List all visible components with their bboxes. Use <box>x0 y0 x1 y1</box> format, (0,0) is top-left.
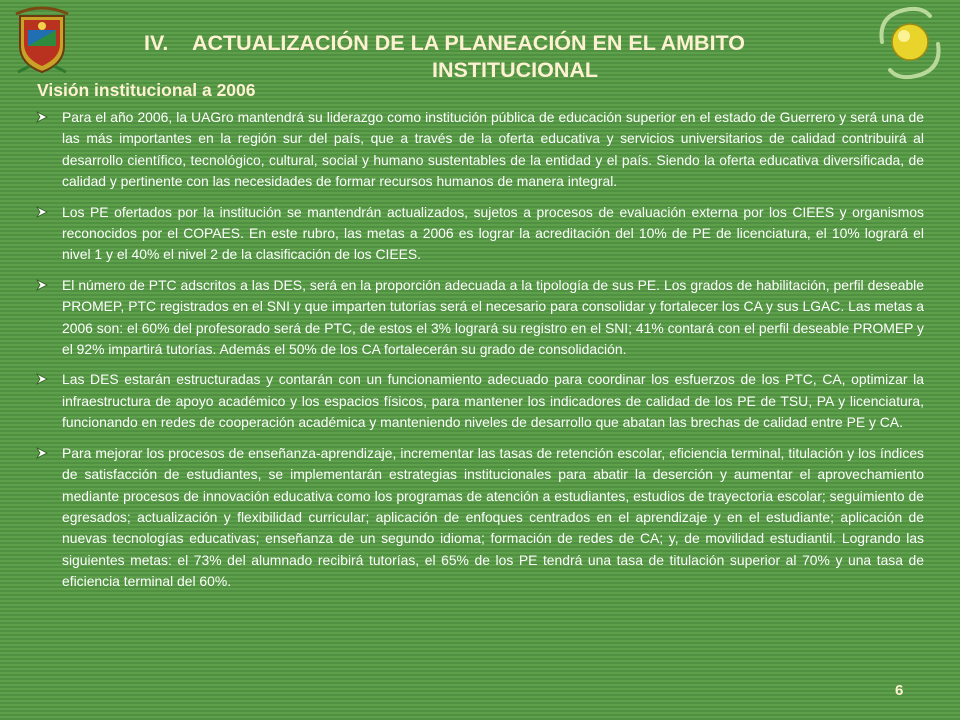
bullet-text: El número de PTC adscritos a las DES, será en la proporción adecuada a la tipología de sus PE. Los grados de habilitación, perfil deseable PROMEP, PTC registrados en el SNI y que imparten tutorías será el necesario para consolidar y fortalecer los CA y sus LGAC. Las metas a 2006 son: el 60% del profesorado será de PTC, de estos el 3% logrará su registro en el SNI; 41% contará con el perfil deseable PROMEP y el 92% impartirá tutorías. Además el 50% de los CA fortalecerán su grado de consolidación. <box>62 276 924 358</box>
list-item <box>36 443 924 593</box>
arrow-bullet-icon <box>36 107 62 193</box>
bullet-text: Los PE ofertados por la institución se mantendrán actualizados, sujetos a procesos de evaluación externa por los CIEES y organismos reconocidos por el COPAES. En este rubro, las metas a 2006 es lograr la acreditación del 10% de PE de licenciatura, el 10% logrará el nivel 1 y el 40% el nivel 2 de la clasificación de los CIEES. <box>62 203 924 263</box>
list-item <box>36 107 924 193</box>
globe-swirl-icon <box>870 2 950 84</box>
title-number: IV. <box>144 31 169 55</box>
bullet-list <box>36 107 924 602</box>
bullet-text: Las DES estarán estructuradas y contarán con un funcionamiento adecuado para coordinar los esfuerzos de los PTC, CA, optimizar la infraestructura de apoyo académico y los espacios físicos, para mantener los indicadores de calidad de los PE de TSU, PA y licenciatura, funcionando en redes de cooperación académica y manteniendo niveles de desarrollo que abatan las brechas de calidad entre PE y CA. <box>62 371 924 431</box>
arrow-bullet-icon <box>36 275 62 361</box>
page-number: 6 <box>895 682 904 699</box>
page-title <box>130 30 870 84</box>
arrow-bullet-icon <box>36 369 62 433</box>
arrow-bullet-icon <box>36 202 62 266</box>
title-line-2: INSTITUCIONAL <box>431 58 599 82</box>
list-item <box>36 369 924 433</box>
university-crest-icon <box>14 6 70 76</box>
title-line-1: ACTUALIZACIÓN DE LA PLANEACIÓN EN EL AMBITO <box>192 31 746 55</box>
list-item <box>36 202 924 266</box>
bullet-text: Para mejorar los procesos de enseñanza-aprendizaje, incrementar las tasas de retención escolar, eficiencia terminal, titulación y los índices de satisfacción de estudiantes, se implementarán estrategias institucionales para abatir la deserción y aumentar el aprovechamiento mediante procesos de innovación educativa como los programas de atención a estudiantes, estudios de trayectoria escolar; seguimiento de egresados; actualización y flexibilidad curricular; aplicación de enfoques centrados en el aprendizaje y en el estudiante; aplicación de nuevas tecnologías educativas; enseñanza de un segundo idioma; formación de redes de CA; y, de movilidad estudiantil. Logrando las siguientes metas: el 73% del alumnado recibirá tutorías, el 65% de los PE tendrá una tasa de titulación superior al 70% y una tasa de eficiencia terminal del 60%. <box>62 444 924 590</box>
arrow-bullet-icon <box>36 443 62 593</box>
section-heading: Visión institucional a 2006 <box>37 80 256 100</box>
list-item <box>36 275 924 361</box>
bullet-text: Para el año 2006, la UAGro mantendrá su liderazgo como institución pública de educación superior en el estado de Guerrero y será una de las más importantes en la región sur del país, que a través de la oferta educativa y servicios universitarios de calidad contribuirá al desarrollo científico, tecnológico, cultural, social y humano sustentables de la entidad y el país. Siendo la oferta educativa diversificada, de calidad y pertinente con las necesidades de formar recursos humanos de manera integral. <box>62 109 924 190</box>
